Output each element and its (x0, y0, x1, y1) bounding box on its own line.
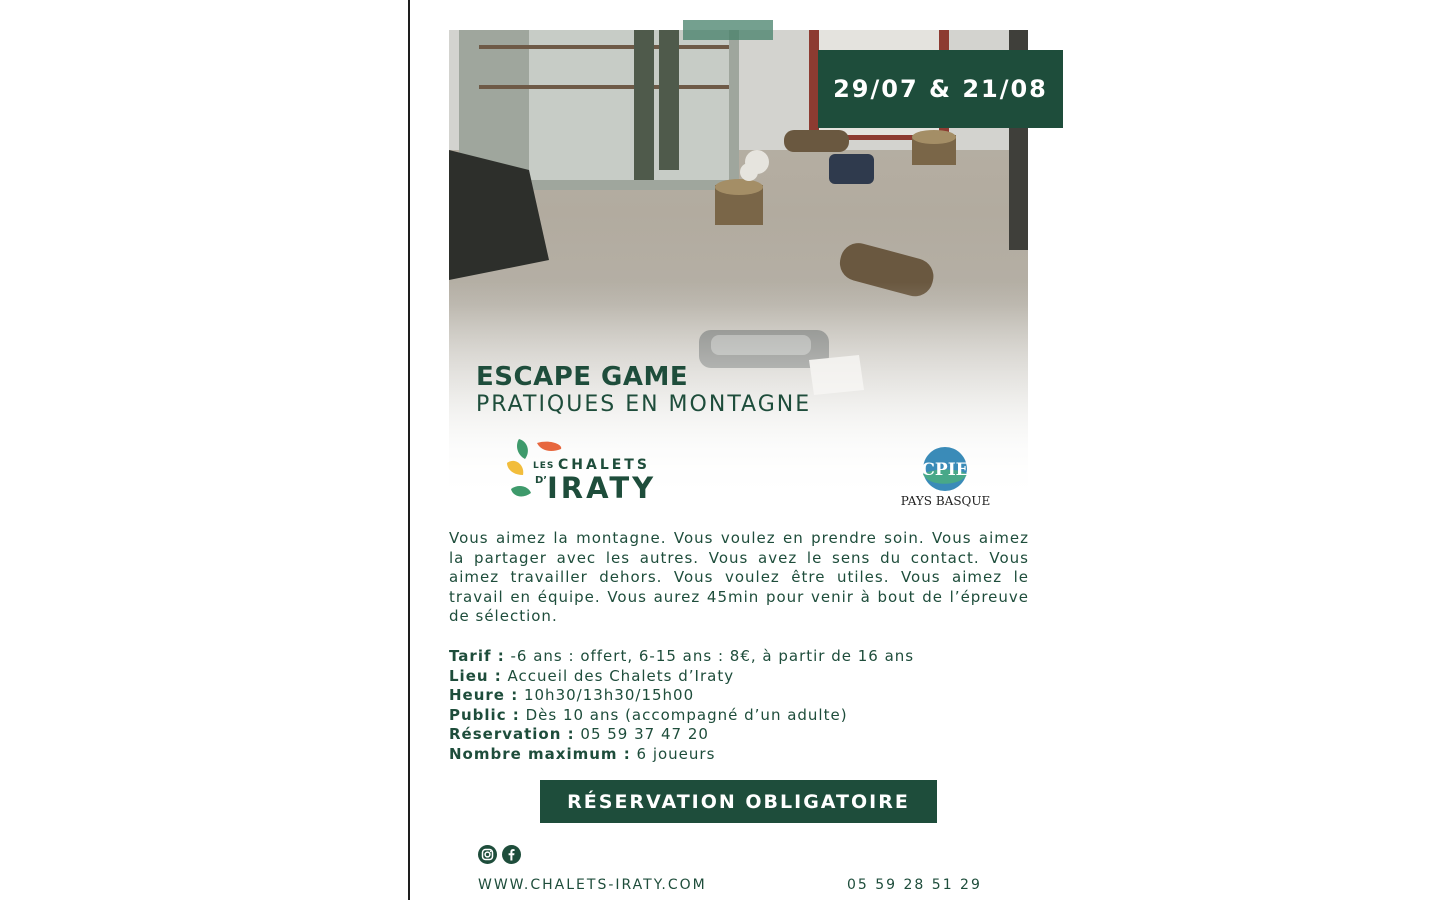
info-value: -6 ans : offert, 6-15 ans : 8€, à partir de 16 ans (504, 647, 915, 665)
info-value: 6 joueurs (630, 744, 716, 763)
info-row-max-players (449, 745, 1049, 765)
info-value: Dès 10 ans (accompagné d’un adulte) (519, 705, 848, 724)
info-label: Réservation : (449, 725, 575, 744)
info-value: 10h30/13h30/15h00 (518, 686, 695, 705)
info-label: Public : (449, 705, 520, 724)
info-row-reservation (449, 725, 1049, 745)
info-label: Heure : (449, 686, 519, 705)
instagram-icon[interactable] (478, 845, 497, 864)
poster-title: ESCAPE GAME (476, 362, 689, 392)
info-row-tarif (449, 647, 1049, 667)
poster-subtitle: PRATIQUES EN MONTAGNE (476, 392, 812, 417)
info-label: Nombre maximum : (449, 744, 631, 763)
reservation-banner: RÉSERVATION OBLIGATOIRE (540, 780, 937, 823)
info-row-lieu (449, 667, 1049, 687)
info-value: 05 59 37 47 20 (574, 725, 709, 744)
logo-chalets-text: CHALETS (558, 457, 650, 473)
footer-phone: 05 59 28 51 29 (847, 877, 982, 893)
cpie-logo (898, 446, 993, 512)
facebook-icon[interactable] (502, 845, 521, 864)
intro-paragraph: Vous aimez la montagne. Vous voulez en prendre soin. Vous aimez la partager avec les autres. Vous avez le sens du contact. Vous aimez travailler dehors. Vous voulez être utiles. Vous aimez le travail en équipe. Vous aurez 45min pour venir à bout de l’épreuve de sélection. (449, 529, 1029, 626)
cpie-emblem-text: CPIE (921, 460, 969, 480)
logo-les-text: LES (533, 461, 555, 471)
logo-d-text: D’ (535, 475, 548, 486)
info-label: Tarif : (449, 647, 505, 665)
info-list (449, 647, 1049, 765)
cpie-region-text: PAYS BASQUE (900, 494, 991, 508)
logo-iraty-text: IRATY (547, 471, 657, 505)
info-label: Lieu : (449, 666, 502, 685)
tape-decoration (683, 20, 773, 40)
social-icons (478, 845, 521, 865)
page-border-line (408, 0, 410, 900)
info-row-heure (449, 686, 1049, 706)
info-row-public (449, 706, 1049, 726)
website-link[interactable]: WWW.CHALETS-IRATY.COM (478, 877, 707, 893)
info-value: Accueil des Chalets d’Iraty (501, 666, 735, 685)
date-badge: 29/07 & 21/08 (818, 50, 1063, 128)
chalets-iraty-logo (505, 437, 665, 505)
cpie-emblem-icon (898, 446, 993, 494)
